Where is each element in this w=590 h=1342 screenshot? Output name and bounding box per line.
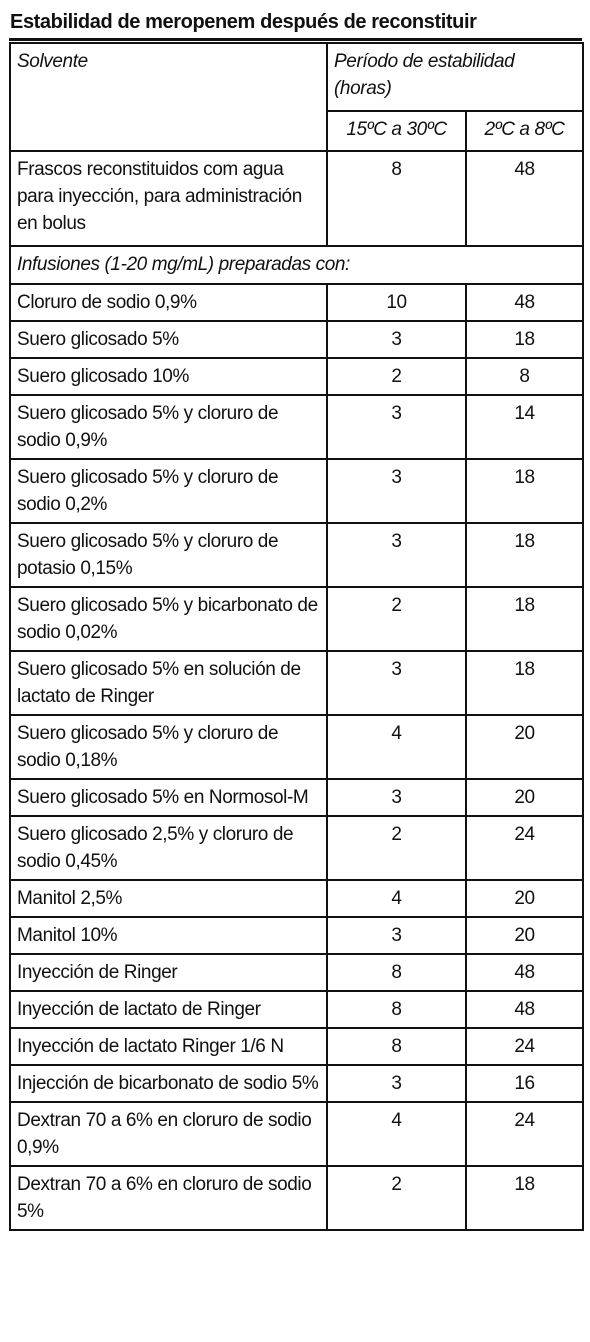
row-solvent: Suero glicosado 5% en Normosol-M xyxy=(10,779,327,816)
header-temp-fridge: 2ºC a 8ºC xyxy=(466,111,583,151)
row-fridge: 48 xyxy=(466,954,583,991)
header-row-1 xyxy=(10,43,583,111)
table-row xyxy=(10,284,583,321)
row-solvent: Dextran 70 a 6% en cloruro de sodio 5% xyxy=(10,1166,327,1230)
row-room: 8 xyxy=(327,1028,466,1065)
row-solvent: Dextran 70 a 6% en cloruro de sodio 0,9% xyxy=(10,1102,327,1166)
row-room: 10 xyxy=(327,284,466,321)
row-room: 4 xyxy=(327,1102,466,1166)
row-fridge: 48 xyxy=(466,284,583,321)
row-room: 3 xyxy=(327,395,466,459)
row-fridge: 48 xyxy=(466,991,583,1028)
row-fridge: 18 xyxy=(466,651,583,715)
row-room: 2 xyxy=(327,816,466,880)
row-fridge: 18 xyxy=(466,459,583,523)
table-row xyxy=(10,954,583,991)
table-row xyxy=(10,395,583,459)
table-row xyxy=(10,459,583,523)
section-row xyxy=(10,246,583,284)
row-solvent: Injección de bicarbonato de sodio 5% xyxy=(10,1065,327,1102)
table-title: Estabilidad de meropenem después de reconstituir xyxy=(10,11,477,33)
header-temp-room: 15ºC a 30ºC xyxy=(327,111,466,151)
row-solvent: Inyección de lactato Ringer 1/6 N xyxy=(10,1028,327,1065)
row-solvent: Suero glicosado 2,5% y cloruro de sodio 0,45% xyxy=(10,816,327,880)
row-fridge: 20 xyxy=(466,880,583,917)
row-room: 8 xyxy=(327,991,466,1028)
table-row xyxy=(10,651,583,715)
table-row xyxy=(10,779,583,816)
title-rule xyxy=(9,38,582,41)
row-room: 4 xyxy=(327,880,466,917)
stability-table xyxy=(9,42,584,1231)
row-solvent: Suero glicosado 10% xyxy=(10,358,327,395)
table-row xyxy=(10,358,583,395)
table-row-first xyxy=(10,151,583,246)
row-solvent: Cloruro de sodio 0,9% xyxy=(10,284,327,321)
row-fridge: 20 xyxy=(466,715,583,779)
row-solvent: Manitol 2,5% xyxy=(10,880,327,917)
row-fridge: 24 xyxy=(466,1102,583,1166)
row-fridge: 18 xyxy=(466,523,583,587)
table-row xyxy=(10,917,583,954)
row-fridge: 8 xyxy=(466,358,583,395)
table-row xyxy=(10,715,583,779)
row-solvent: Suero glicosado 5% y cloruro de potasio 0,15% xyxy=(10,523,327,587)
row-room: 3 xyxy=(327,459,466,523)
row-fridge: 20 xyxy=(466,779,583,816)
row-solvent: Suero glicosado 5% y cloruro de sodio 0,18% xyxy=(10,715,327,779)
table-row xyxy=(10,1065,583,1102)
table-row xyxy=(10,587,583,651)
row-fridge: 18 xyxy=(466,587,583,651)
row-room: 3 xyxy=(327,917,466,954)
first-row-fridge: 48 xyxy=(466,151,583,246)
row-room: 2 xyxy=(327,587,466,651)
row-fridge: 18 xyxy=(466,321,583,358)
row-room: 2 xyxy=(327,1166,466,1230)
row-room: 3 xyxy=(327,651,466,715)
row-room: 3 xyxy=(327,321,466,358)
table-row xyxy=(10,991,583,1028)
row-room: 2 xyxy=(327,358,466,395)
row-fridge: 14 xyxy=(466,395,583,459)
table-row xyxy=(10,880,583,917)
table-row xyxy=(10,321,583,358)
row-fridge: 24 xyxy=(466,1028,583,1065)
row-solvent: Suero glicosado 5% y bicarbonato de sodio 0,02% xyxy=(10,587,327,651)
row-solvent: Suero glicosado 5% y cloruro de sodio 0,2% xyxy=(10,459,327,523)
table-row xyxy=(10,1102,583,1166)
row-solvent: Suero glicosado 5% xyxy=(10,321,327,358)
table-row xyxy=(10,1166,583,1230)
row-fridge: 18 xyxy=(466,1166,583,1230)
row-solvent: Inyección de lactato de Ringer xyxy=(10,991,327,1028)
row-fridge: 20 xyxy=(466,917,583,954)
row-room: 4 xyxy=(327,715,466,779)
row-solvent: Suero glicosado 5% y cloruro de sodio 0,9% xyxy=(10,395,327,459)
row-solvent: Manitol 10% xyxy=(10,917,327,954)
row-solvent: Inyección de Ringer xyxy=(10,954,327,991)
row-room: 8 xyxy=(327,954,466,991)
row-fridge: 16 xyxy=(466,1065,583,1102)
row-room: 3 xyxy=(327,1065,466,1102)
section-label: Infusiones (1-20 mg/mL) preparadas con: xyxy=(10,246,583,284)
row-room: 3 xyxy=(327,523,466,587)
header-solvent: Solvente xyxy=(10,43,327,151)
first-row-solvent: Frascos reconstituidos com agua para inyección, para administración en bolus xyxy=(10,151,327,246)
table-row xyxy=(10,816,583,880)
row-room: 3 xyxy=(327,779,466,816)
row-fridge: 24 xyxy=(466,816,583,880)
header-period: Período de estabilidad (horas) xyxy=(327,43,583,111)
first-row-room: 8 xyxy=(327,151,466,246)
table-row xyxy=(10,1028,583,1065)
row-solvent: Suero glicosado 5% en solución de lactato de Ringer xyxy=(10,651,327,715)
table-row xyxy=(10,523,583,587)
